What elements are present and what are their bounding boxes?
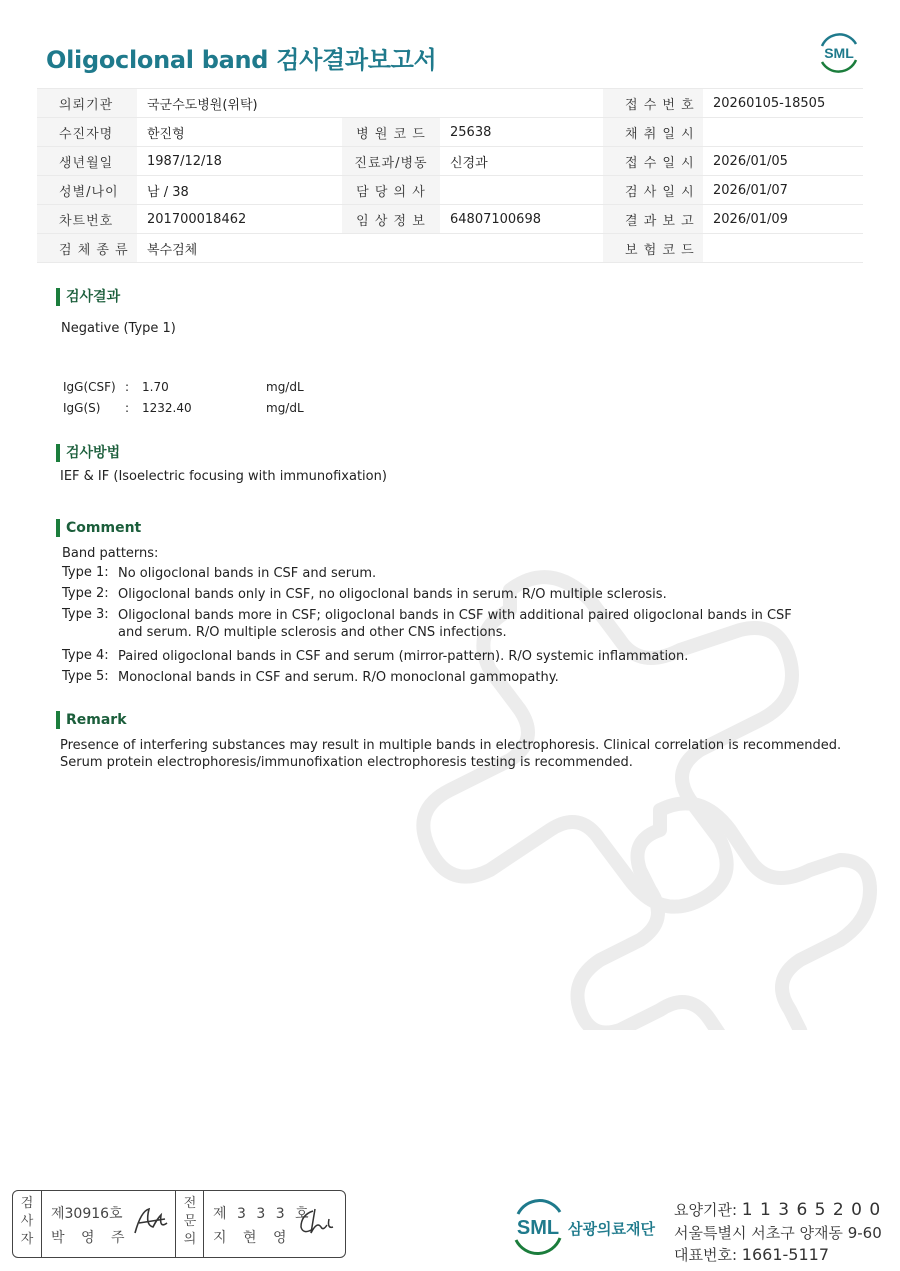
band-type-row [62,648,798,665]
signature-2-icon [295,1205,341,1239]
info-label: 채 취 일 시 [603,118,703,147]
band-type-key: Type 4: [62,648,109,663]
band-type-desc: Monoclonal bands in CSF and serum. R/O monoclonal gammopathy. [118,670,559,685]
band-type-key: Type 5: [62,669,109,684]
info-value [703,234,863,263]
sml-logo-text: SML [824,45,854,61]
info-value: 2026/01/09 [703,205,863,234]
info-value: 20260105-18505 [703,89,863,118]
info-value [703,118,863,147]
info-value: 1987/12/18 [137,147,342,176]
result-value: Negative (Type 1) [61,321,176,336]
band-type-desc: Oligoclonal bands only in CSF, no oligoclonal bands in serum. R/O multiple sclerosis. [118,587,667,602]
info-label: 차트번호 [37,205,137,234]
igg-name: IgG(S) [63,401,101,415]
band-intro-text: Band patterns: [62,546,159,561]
method-heading: 검사방법 [56,444,120,462]
specialist-name: 지 현 영 [213,1230,293,1246]
info-value: 25638 [440,118,603,147]
band-type-desc: No oligoclonal bands in CSF and serum. [118,566,377,581]
igg-value: 1.70 [142,380,169,394]
report-title: Oligoclonal band 검사결과보고서 [46,46,437,74]
footer-code-label: 요양기관: [674,1201,738,1219]
info-label: 생년월일 [37,147,137,176]
info-row [37,234,863,263]
info-value: 2026/01/05 [703,147,863,176]
signer-license: 제30916호 [51,1206,123,1222]
igg-unit: mg/dL [266,380,304,394]
info-label: 임 상 정 보 [342,205,440,234]
signer-label: 검 사 자 [20,1196,34,1247]
info-label: 검 사 일 시 [603,176,703,205]
band-intro [62,546,798,561]
info-label: 보 험 코 드 [603,234,703,263]
svg-text:SML: SML [516,1217,560,1239]
band-type-row [62,669,798,686]
info-label: 수진자명 [37,118,137,147]
footer-phone-label: 대표번호: [674,1246,738,1264]
info-value: 신경과 [440,147,603,176]
band-patterns [62,546,798,690]
info-value: 201700018462 [137,205,342,234]
info-label: 의뢰기관 [37,89,137,118]
specialist-label: 전 문 의 [183,1196,197,1247]
footer-logo [508,1198,655,1260]
info-row [37,205,863,234]
info-value: 복수검체 [137,234,603,263]
footer-address: 서울특별시 서초구 양재동 9-60 [674,1224,882,1242]
remark-heading: Remark [56,711,127,729]
footer-code [674,1199,881,1220]
band-type-key: Type 2: [62,586,109,601]
info-value [440,176,603,205]
comment-heading: Comment [56,519,141,537]
info-label: 결 과 보 고 [603,205,703,234]
igg-sep: : [125,380,130,394]
sml-footer-logo-icon [508,1198,568,1256]
band-type-key: Type 1: [62,565,109,580]
band-type-row [62,565,798,582]
signer-name: 박 영 주 [51,1230,131,1246]
result-heading: 검사결과 [56,288,120,306]
info-label: 진료과/병동 [342,147,440,176]
info-value: 한진형 [137,118,342,147]
band-type-row [62,607,798,641]
sml-logo-icon [816,30,862,76]
info-label: 병 원 코 드 [342,118,440,147]
patient-info-table [37,88,863,263]
band-type-desc: Paired oligoclonal bands in CSF and serum (mirror-pattern). R/O systemic inflammation. [118,649,689,664]
footer-code-value: 1 1 3 6 5 2 0 0 [741,1200,882,1220]
igg-value: 1232.40 [142,401,192,415]
footer-org-name: 삼광의료재단 [568,1220,655,1238]
signature-1-icon [131,1205,175,1239]
igg-unit: mg/dL [266,401,304,415]
info-value: 남 / 38 [137,176,342,205]
signature-box [12,1190,346,1258]
info-row [37,176,863,205]
band-type-key: Type 3: [62,607,109,622]
igg-sep: : [125,401,130,415]
info-row [37,89,863,118]
info-label: 검 체 종 류 [37,234,137,263]
band-type-row [62,586,798,603]
footer-phone-value: 1661-5117 [741,1245,830,1264]
remark-line: Presence of interfering substances may result in multiple bands in electrophoresis. Clinical correlation is recommended. [60,738,842,753]
info-label: 접 수 일 시 [603,147,703,176]
footer-phone [674,1244,829,1265]
info-row [37,118,863,147]
remark-line: Serum protein electrophoresis/immunofixation electrophoresis testing is recommended. [60,755,633,770]
method-text: IEF & IF (Isoelectric focusing with immunofixation) [60,469,387,484]
info-row [37,147,863,176]
info-value: 국군수도병원(위탁) [137,89,603,118]
info-value: 64807100698 [440,205,603,234]
info-label: 성별/나이 [37,176,137,205]
band-type-desc: Oligoclonal bands more in CSF; oligoclonal bands in CSF with additional paired oligoclonal bands in CSF and serum. R/O multiple sclerosis and other CNS infections. [118,608,792,640]
info-label: 접 수 번 호 [603,89,703,118]
info-value: 2026/01/07 [703,176,863,205]
info-label: 담 당 의 사 [342,176,440,205]
igg-name: IgG(CSF) [63,380,116,394]
specialist-license: 제 3 3 3 호 [213,1206,312,1222]
